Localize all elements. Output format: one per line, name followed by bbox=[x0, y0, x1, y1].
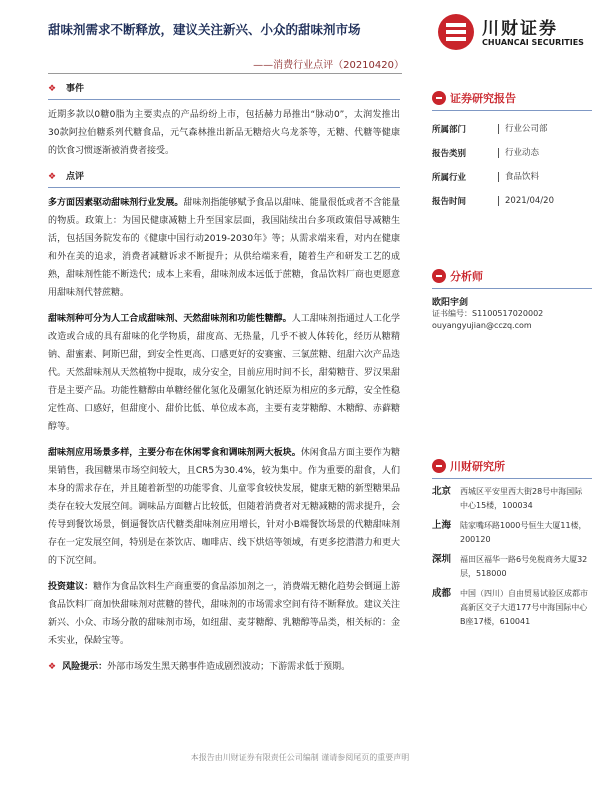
info-row-category: 报告类别 行业动态 bbox=[432, 148, 540, 159]
event-paragraph: 近期多款以0糖0脂为主要卖点的产品纷纷上市，包括赫力昂推出“脉动0”，太润发推出30款阿拉伯糖系列代糖食品，元气森林推出新品无糖焙火乌龙茶等，无糖、代糖等健康的饮食习惯逐渐被消费者接受。 bbox=[48, 110, 400, 156]
report-subtitle: ——消费行业点评（20210420） bbox=[253, 60, 404, 71]
sidebar-analyst bbox=[432, 266, 592, 332]
diamond-bullet-icon: ❖ bbox=[48, 662, 57, 672]
analyst-cert: 证书编号：S1100517020002 bbox=[432, 309, 544, 318]
sidebar-report-info bbox=[432, 88, 592, 213]
report-icon bbox=[432, 91, 446, 105]
risk-warning-paragraph: ❖ 风险提示：外部市场发生黑天鹅事件造成剧烈波动；下游需求低于预期。 bbox=[48, 662, 351, 672]
section-divider bbox=[48, 187, 400, 188]
section-comment-heading: ❖ 点评 bbox=[48, 168, 400, 186]
report-title: 甜味剂需求不断释放，建议关注新兴、小众的甜味剂市场 bbox=[48, 22, 361, 37]
investment-advice-paragraph: 投资建议：糖作为食品饮料生产商重要的食品添加剂之一，消费端无糖化趋势会倒逼上游食品饮料厂商加快甜味剂对蔗糖的替代，甜味剂的市场需求空间有待不断释放。建议关注新兴、小众、市场分散的甜味剂市场，如纽甜、麦芽糖醇、乳糖醇等品类，相关标的：金禾实业，保龄宝等。 bbox=[48, 582, 400, 646]
analyst-icon bbox=[432, 269, 446, 283]
info-row-date: 报告时间 2021/04/20 bbox=[432, 196, 554, 207]
sidebar-divider bbox=[432, 110, 592, 111]
sidebar-divider bbox=[432, 478, 592, 479]
analyst-email[interactable]: ouyangyujian@cczq.com bbox=[432, 321, 532, 330]
page-footer: 本报告由川财证券有限责任公司编制 谨请参阅尾页的重要声明 bbox=[190, 753, 410, 762]
institute-heading: 川财研究所 bbox=[432, 456, 592, 476]
company-logo bbox=[438, 14, 588, 52]
sidebar-divider bbox=[432, 288, 592, 289]
comment-paragraph-drivers: 多方面因素驱动甜味剂行业发展。甜味剂指能够赋予食品以甜味、能量很低或者不含能量的物质。政策上：为国民健康减糖上升至国家层面，我国陆续出台多项政策倡导减糖生活，包括国务院发布的《健康中国行动2019-2030年》等；从需求端来看，对内在健康和外在美的追求，消费者减糖诉求不断提升；从供给端来看，随着生产和研发工艺的成熟，甜味剂性能不断迭代；成本上来看，甜味剂成本远低于蔗糖，食品饮料厂商也更愿意用甜味剂代替蔗糖。 bbox=[48, 198, 400, 298]
section-event-heading: ❖ 事件 bbox=[48, 80, 400, 98]
analyst-heading: 分析师 bbox=[432, 266, 592, 286]
office-shenzhen: 深圳 福田区福华一路6号免税商务大厦32层，518000 bbox=[432, 554, 588, 578]
info-row-department: 所属部门 行业公司部 bbox=[432, 124, 548, 135]
logo-name: 川财证券 bbox=[482, 19, 558, 39]
office-chengdu: 成都 中国（四川）自由贸易试验区成都市高新区交子大道177号中海国际中心B座17楼，610041 bbox=[432, 588, 588, 626]
comment-paragraph-applications: 甜味剂应用场景多样，主要分布在休闲零食和调味剂两大板块。休闲食品方面主要作为糖果销售，我国糖果市场空间较大，且CR5为30.4%，较为集中。作为重要的甜食，人们本身的需求存在，并且随着新型的功能零食、儿童零食较快发展，健康无糖的新型糖果品类存在较大发展空间。调味品方面糖占比较低，但随着消费者对无糖减糖的需求提升，会传导到餐饮场景，倒逼餐饮店代糖类甜味剂应用增长，针对小B端餐饮场景的代糖甜味剂存在一定发展空间，特别是在茶饮店、咖啡店、线下烘焙等领域，有更多挖潜潜力和更大的下沉空间。 bbox=[48, 448, 400, 566]
logo-english-name: CHUANCAI SECURITIES bbox=[482, 38, 584, 47]
comment-paragraph-types: 甜味剂种可分为人工合成甜味剂、天然甜味剂和功能性糖醇。人工甜味剂指通过人工化学改造或合成的具有甜味的化学物质，甜度高、无热量，几乎不被人体转化，经历从糖精钠、甜蜜素、阿斯巴甜，到安全性更高、口感更好的安赛蜜、三氯蔗糖、纽甜六次产品迭代。天然甜味剂从天然植物中提取，成分安全，目前应用时间不长，甜菊糖苷、罗汉果甜苷是主要产品。功能性糖醇由单糖经催化氢化及硼氢化钠还原为相应的多元醇，安全性稳定性高、口感好，但甜度小、甜价比低、单位成本高，主要有麦芽糖醇、木糖醇、赤藓糖醇等。 bbox=[48, 314, 400, 432]
institute-icon bbox=[432, 459, 446, 473]
main-column bbox=[48, 80, 400, 684]
diamond-bullet-icon: ❖ bbox=[48, 84, 57, 94]
analyst-name: 欧阳宇剑 bbox=[432, 298, 469, 308]
office-beijing: 北京 西城区平安里西大街28号中海国际中心15楼，100034 bbox=[432, 486, 583, 510]
logo-mark-icon bbox=[438, 14, 474, 50]
diamond-bullet-icon: ❖ bbox=[48, 172, 57, 182]
section-divider bbox=[48, 99, 400, 100]
sidebar-institute bbox=[432, 456, 592, 635]
report-info-heading: 证券研究报告 bbox=[432, 88, 592, 108]
office-shanghai: 上海 陆家嘴环路1000号恒生大厦11楼，200120 bbox=[432, 520, 587, 544]
info-row-industry: 所属行业 食品饮料 bbox=[432, 172, 540, 183]
title-divider bbox=[48, 73, 402, 74]
